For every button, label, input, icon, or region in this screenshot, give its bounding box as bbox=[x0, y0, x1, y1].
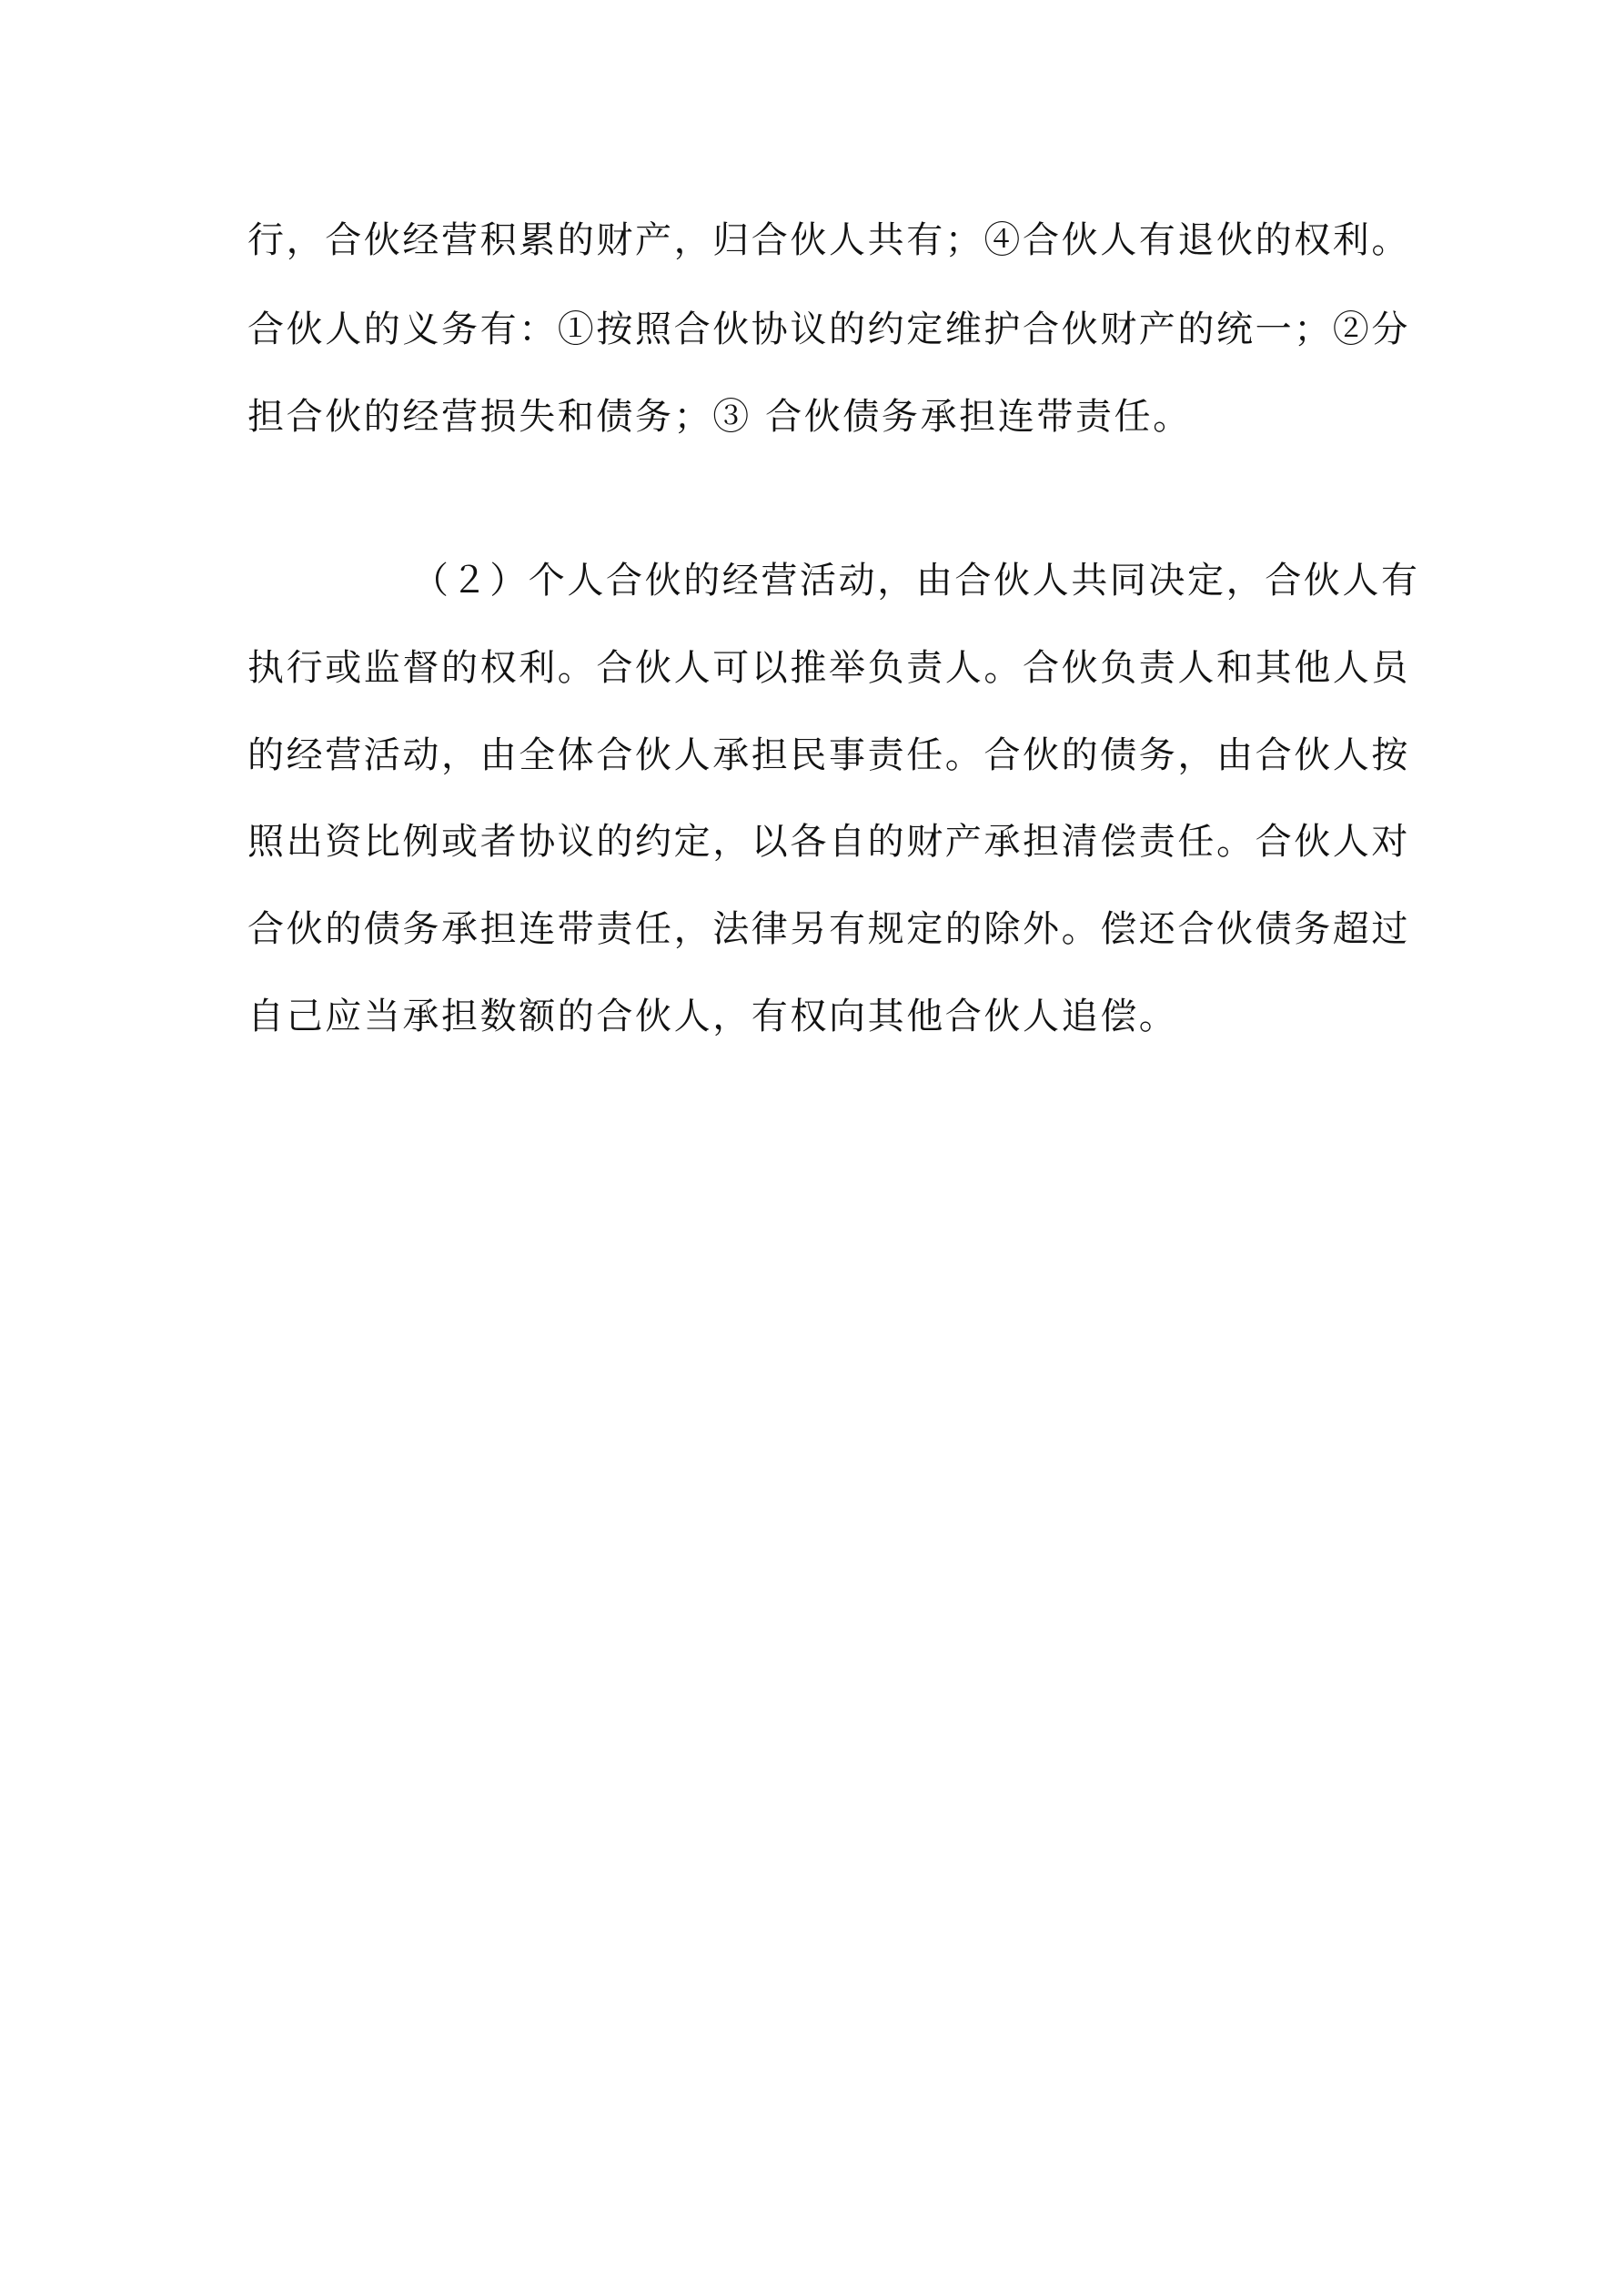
text-line: 担合伙的经营损失和债务；③ 合伙债务承担连带责任。 bbox=[247, 396, 1192, 438]
text-line: 合伙的债务承担连带责任，法律另有规定的除外。偿还合伙债务超过 bbox=[247, 908, 1410, 950]
text-line: 自己应当承担数额的合伙人，有权向其他合伙人追偿。 bbox=[247, 996, 1178, 1037]
text-line: 合伙人的义务有：①按照合伙协议的约定维护合伙财产的统一；②分 bbox=[247, 308, 1410, 350]
text-line: （２）个人合伙的经营活动，由合伙人共同决定，合伙人有 bbox=[412, 560, 1420, 602]
text-line: 的经营活动，由全体合伙人承担民事责任。合伙的债务，由合伙人按 bbox=[247, 734, 1410, 776]
text-line: 行，合伙经营积累的财产，归合伙人共有；④合伙人有退伙的权利。 bbox=[247, 219, 1410, 261]
text-line: 照出资比例或者协议的约定，以各自的财产承担清偿责任。合伙人对 bbox=[247, 821, 1410, 863]
text-line: 执行或监督的权利。合伙人可以推举负责人。合伙负责人和其他人员 bbox=[247, 647, 1410, 689]
